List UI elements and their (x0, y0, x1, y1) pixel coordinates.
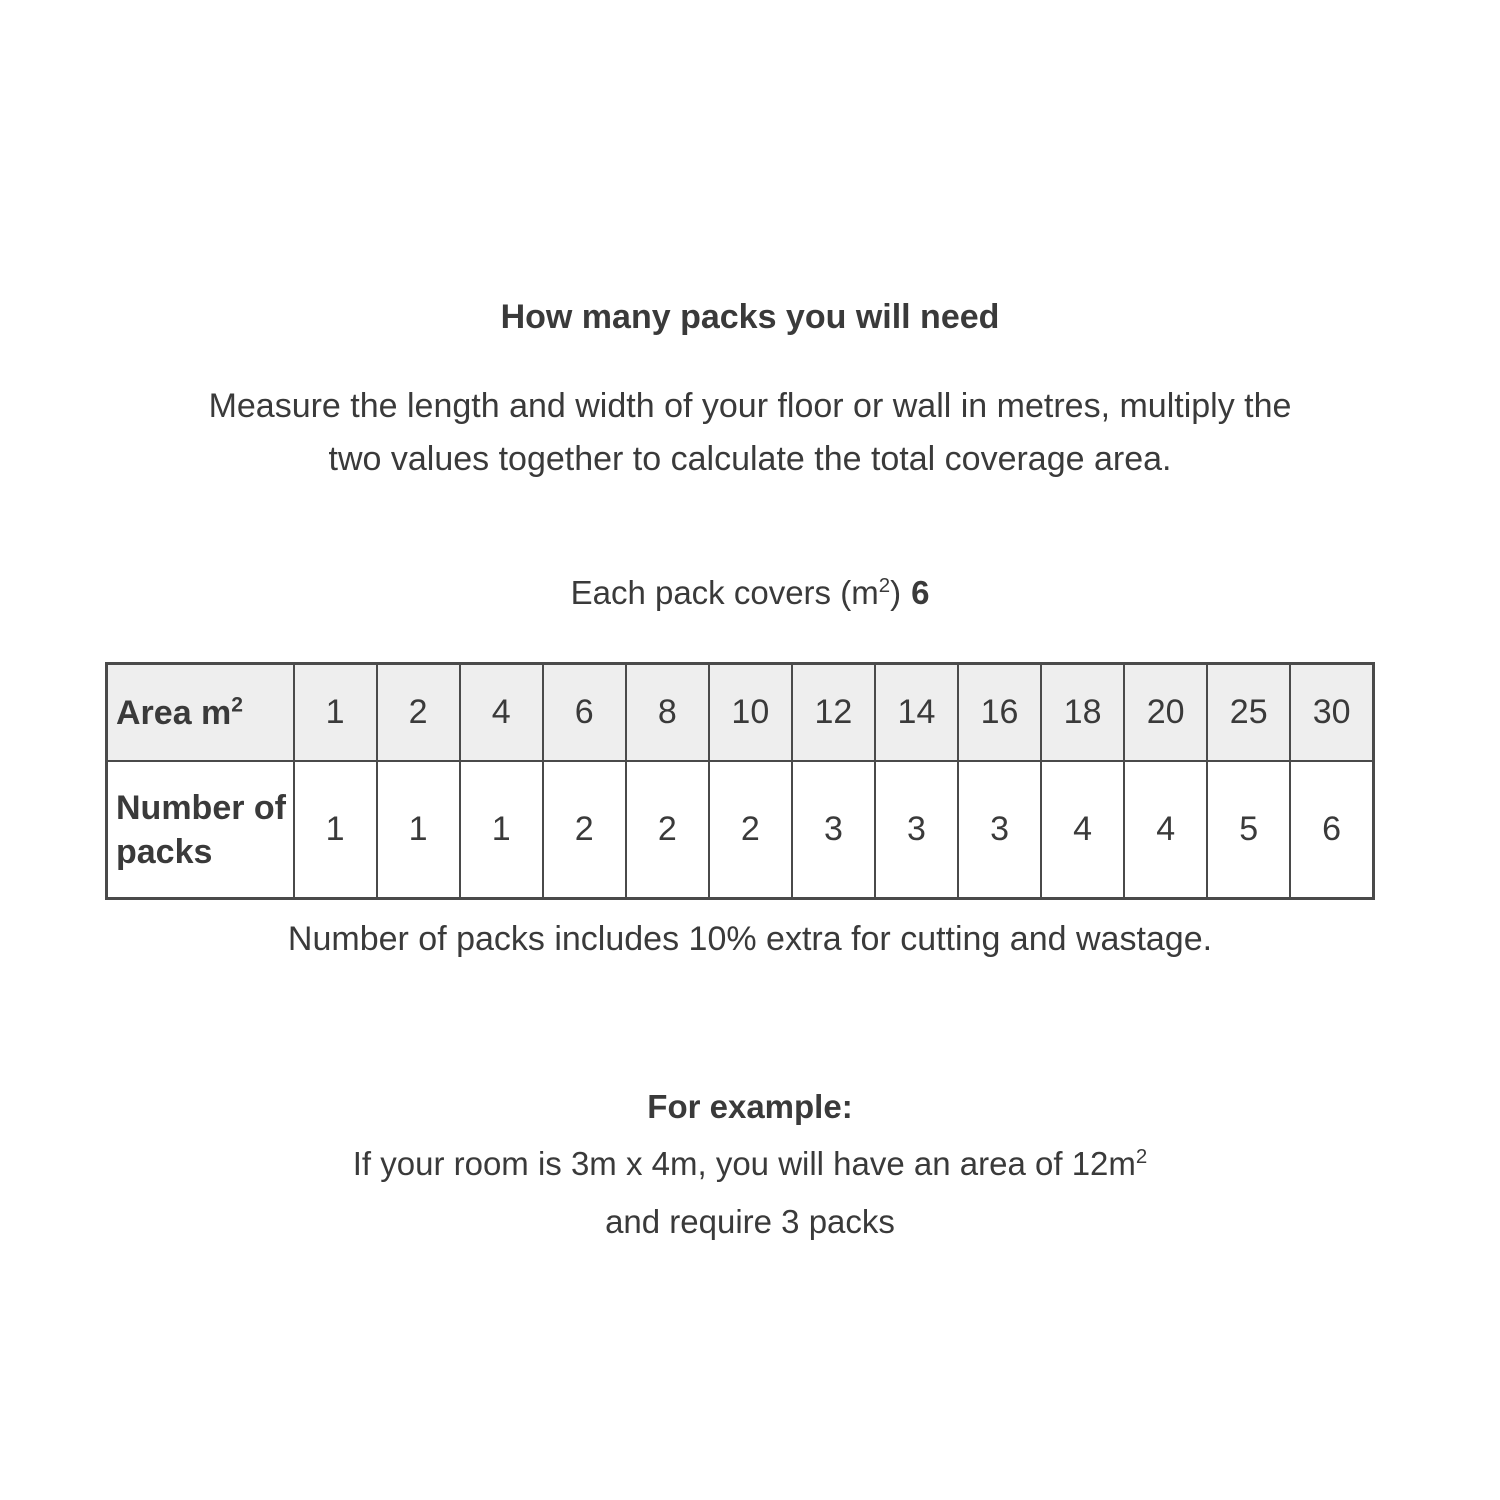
wastage-note: Number of packs includes 10% extra for cutting and wastage. (287, 920, 1213, 958)
area-cell: 4 (460, 664, 543, 762)
area-header-superscript: 2 (231, 693, 244, 717)
area-header-text: Area m (116, 693, 232, 732)
area-cell: 16 (958, 664, 1041, 762)
area-cell: 12 (792, 664, 875, 762)
packs-cell: 3 (958, 761, 1041, 899)
pack-coverage-line (0, 574, 1500, 612)
area-cell: 20 (1124, 664, 1207, 762)
example-heading: For example: (647, 1088, 853, 1125)
packs-table (105, 662, 1375, 900)
area-cell: 1 (294, 664, 377, 762)
example-line-1 (0, 1145, 1500, 1183)
packs-cell: 2 (709, 761, 792, 899)
area-cell: 10 (709, 664, 792, 762)
area-cell: 25 (1207, 664, 1290, 762)
example-superscript: 2 (1135, 1145, 1148, 1168)
packs-cell: 1 (460, 761, 543, 899)
intro-line-2: two values together to calculate the total coverage area. (328, 440, 1172, 478)
page-title: How many packs you will need (500, 298, 1000, 336)
table-row-area (107, 664, 1374, 762)
example-line-2: and require 3 packs (605, 1203, 895, 1240)
packs-cell: 5 (1207, 761, 1290, 899)
packs-cell: 4 (1041, 761, 1124, 899)
area-cell: 30 (1290, 664, 1373, 762)
packs-cell: 2 (543, 761, 626, 899)
table-row-packs (107, 761, 1374, 899)
area-row-header (107, 664, 294, 762)
pack-coverage-label: Each pack covers (m (570, 574, 879, 611)
packs-cell: 3 (875, 761, 958, 899)
packs-cell: 4 (1124, 761, 1207, 899)
area-cell: 2 (377, 664, 460, 762)
packs-cell: 1 (377, 761, 460, 899)
packs-cell: 1 (294, 761, 377, 899)
intro-line-1: Measure the length and width of your floor or wall in metres, multiply the (208, 387, 1292, 425)
packs-cell: 3 (792, 761, 875, 899)
packs-cell: 6 (1290, 761, 1373, 899)
area-cell: 14 (875, 664, 958, 762)
intro-text (0, 380, 1500, 486)
area-cell: 6 (543, 664, 626, 762)
pack-coverage-superscript: 2 (878, 574, 891, 597)
area-cell: 8 (626, 664, 709, 762)
packs-row-header: Number of packs (107, 761, 294, 899)
pack-coverage-value: 6 (911, 574, 930, 611)
packs-cell: 2 (626, 761, 709, 899)
area-cell: 18 (1041, 664, 1124, 762)
pack-coverage-close-paren: ) (890, 574, 902, 611)
example-line-1-text: If your room is 3m x 4m, you will have an area of 12m (352, 1145, 1136, 1182)
